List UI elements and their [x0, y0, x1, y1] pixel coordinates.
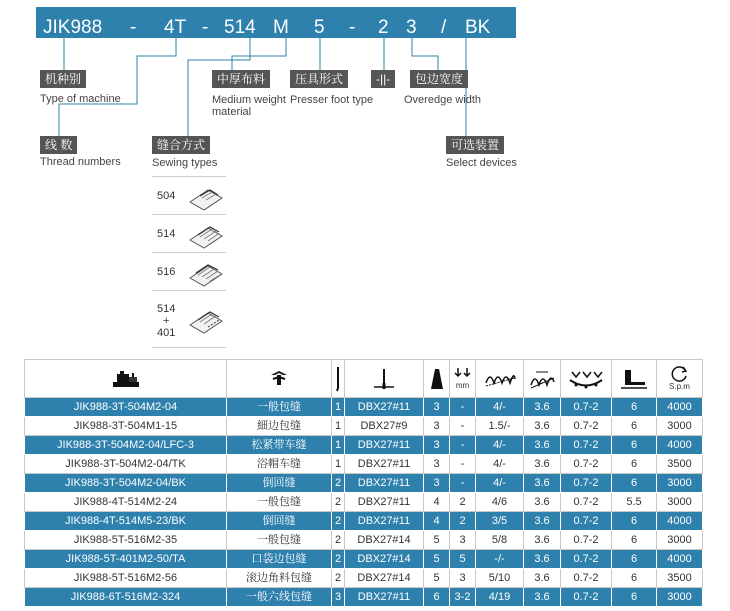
cell-model: JIK988-4T-514M2-24	[25, 493, 227, 512]
cell-threads: 5	[424, 569, 450, 588]
cell-diff: 3.6	[524, 455, 561, 474]
machine-icon	[111, 369, 141, 389]
cell-width: 5	[450, 550, 476, 569]
cell-width: 3	[450, 531, 476, 550]
header-machine	[25, 360, 227, 398]
cell-threads: 4	[424, 512, 450, 531]
tag-medium-weight: 中厚布料	[212, 70, 270, 88]
cell-needles: 3	[332, 588, 345, 607]
cell-model: JIK988-5T-401M2-50/TA	[25, 550, 227, 569]
code-material: M	[273, 17, 289, 38]
cell-speed: 4000	[657, 398, 703, 417]
cell-ratio: 0.7-2	[561, 531, 612, 550]
cell-ratio: 0.7-2	[561, 493, 612, 512]
cell-needles: 2	[332, 550, 345, 569]
speed-icon	[671, 366, 689, 382]
cell-threads: 6	[424, 588, 450, 607]
cell-speed: 3000	[657, 531, 703, 550]
cell-width: 2	[450, 512, 476, 531]
cell-ratio: 0.7-2	[561, 474, 612, 493]
cell-needle-type: DBX27#11	[345, 474, 424, 493]
sewing-type-code: 516	[157, 266, 176, 278]
code-device: BK	[465, 17, 491, 38]
cell-model: JIK988-3T-504M2-04/LFC-3	[25, 436, 227, 455]
cell-diff: 3.6	[524, 398, 561, 417]
cell-diff: 3.6	[524, 588, 561, 607]
sewing-type-code: 514 + 401	[157, 303, 176, 339]
cell-ratio: 0.7-2	[561, 512, 612, 531]
spec-table	[24, 359, 703, 607]
cell-lift: 6	[612, 588, 657, 607]
cell-diff: 3.6	[524, 531, 561, 550]
code-overedge: 2	[378, 17, 389, 38]
cell-threads: 3	[424, 417, 450, 436]
cell-speed: 3000	[657, 474, 703, 493]
cell-length: 4/-	[476, 398, 524, 417]
cell-lift: 6	[612, 474, 657, 493]
cell-length: 5/10	[476, 569, 524, 588]
cell-length: 4/-	[476, 455, 524, 474]
cell-model: JIK988-5T-516M2-56	[25, 569, 227, 588]
cell-needle-type: DBX27#14	[345, 569, 424, 588]
tag-sewing-types: 缝合方式	[152, 136, 210, 154]
header-stitch-width	[450, 360, 476, 398]
header-ratio	[561, 360, 612, 398]
presser-lift-icon	[619, 368, 649, 390]
cell-lift: 6	[612, 436, 657, 455]
label-material: material	[212, 106, 252, 118]
cell-lift: 6	[612, 417, 657, 436]
cell-needle-type: DBX27#11	[345, 398, 424, 417]
cell-width: -	[450, 417, 476, 436]
cell-model: JIK988-6T-516M2-324	[25, 588, 227, 607]
cell-lift: 6	[612, 569, 657, 588]
table-row	[25, 512, 703, 531]
cell-use: 一般包缝	[227, 398, 332, 417]
code-sewing-type: 514	[224, 17, 256, 38]
sewing-type-504	[152, 176, 226, 215]
code-machine: JIK988	[43, 17, 103, 38]
tag-overedge: 包边宽度	[410, 70, 468, 88]
table-row	[25, 436, 703, 455]
cell-width: 3	[450, 569, 476, 588]
sewing-type-516	[152, 252, 226, 291]
cell-diff: 3.6	[524, 550, 561, 569]
cell-needle-type: DBX27#14	[345, 531, 424, 550]
cell-width: 2	[450, 493, 476, 512]
table-row	[25, 474, 703, 493]
header-needle	[332, 360, 345, 398]
cell-speed: 3000	[657, 417, 703, 436]
cell-needle-type: DBX27#9	[345, 417, 424, 436]
label-medium-weight: Medium weight	[212, 94, 286, 106]
cell-lift: 5.5	[612, 493, 657, 512]
cell-use: 細边包缝	[227, 417, 332, 436]
code-overedge-2: 3	[406, 17, 417, 38]
table-header-row	[25, 360, 703, 398]
cell-needles: 2	[332, 512, 345, 531]
cell-model: JIK988-3T-504M2-04/BK	[25, 474, 227, 493]
cell-threads: 5	[424, 550, 450, 569]
label-thread-numbers: Thread numbers	[40, 156, 121, 168]
cell-use: 一般包缝	[227, 493, 332, 512]
cell-model: JIK988-4T-514M5-23/BK	[25, 512, 227, 531]
cell-ratio: 0.7-2	[561, 569, 612, 588]
stitch-514-icon	[188, 218, 224, 250]
label-sewing-types: Sewing types	[152, 157, 218, 169]
cell-length: 4/19	[476, 588, 524, 607]
cell-length: -/-	[476, 550, 524, 569]
cell-use: 浴帽车缝	[227, 455, 332, 474]
cell-length: 4/-	[476, 474, 524, 493]
sewing-type-514	[152, 214, 226, 253]
code-presser: 5	[314, 17, 325, 38]
cell-threads: 3	[424, 398, 450, 417]
code-dash: -	[349, 17, 356, 38]
table-row	[25, 493, 703, 512]
tag-dash-mark: -||-	[371, 70, 395, 88]
cell-ratio: 0.7-2	[561, 436, 612, 455]
stitch-516-icon	[188, 256, 224, 288]
cell-diff: 3.6	[524, 417, 561, 436]
header-needle-type	[345, 360, 424, 398]
cell-speed: 3000	[657, 588, 703, 607]
tag-select-devices: 可选装置	[446, 136, 504, 154]
table-row	[25, 531, 703, 550]
code-slash: /	[441, 17, 447, 38]
stitch-504-icon	[188, 180, 224, 212]
cell-length: 3/5	[476, 512, 524, 531]
sewing-type-code: 504	[157, 190, 176, 202]
cell-lift: 6	[612, 531, 657, 550]
cell-width: -	[450, 436, 476, 455]
presser-foot-icon	[267, 369, 291, 389]
label-select-devices: Select devices	[446, 157, 517, 169]
cell-diff: 3.6	[524, 512, 561, 531]
cell-needle-type: DBX27#11	[345, 493, 424, 512]
cell-length: 1.5/-	[476, 417, 524, 436]
cell-needles: 2	[332, 569, 345, 588]
cell-speed: 4000	[657, 550, 703, 569]
sewing-type-514-401	[152, 290, 226, 348]
cell-needles: 1	[332, 398, 345, 417]
cell-use: 一般六线包缝	[227, 588, 332, 607]
cell-length: 5/8	[476, 531, 524, 550]
cell-use: 滚边角料包缝	[227, 569, 332, 588]
cell-ratio: 0.7-2	[561, 588, 612, 607]
needle-type-icon	[371, 368, 397, 390]
cell-needles: 2	[332, 493, 345, 512]
cell-lift: 6	[612, 550, 657, 569]
cell-needles: 1	[332, 455, 345, 474]
cell-use: 松紧带车缝	[227, 436, 332, 455]
feed-ratio-icon	[568, 369, 604, 389]
header-stitch-length	[476, 360, 524, 398]
stitch-length-icon	[484, 369, 516, 389]
cell-needles: 1	[332, 417, 345, 436]
cell-ratio: 0.7-2	[561, 398, 612, 417]
cell-use: 一般包缝	[227, 531, 332, 550]
cell-model: JIK988-3T-504M2-04	[25, 398, 227, 417]
cell-needle-type: DBX27#11	[345, 455, 424, 474]
stitch-514-401-icon	[188, 303, 224, 335]
label-type-of-machine: Type of machine	[40, 93, 121, 105]
cell-needle-type: DBX27#11	[345, 436, 424, 455]
cell-model: JIK988-5T-516M2-35	[25, 531, 227, 550]
cell-threads: 3	[424, 455, 450, 474]
cell-diff: 3.6	[524, 569, 561, 588]
header-speed	[657, 360, 703, 398]
code-threads: 4T	[164, 17, 187, 38]
tag-thread-numbers: 线 数	[40, 136, 77, 154]
cell-width: -	[450, 455, 476, 474]
cell-width: -	[450, 474, 476, 493]
thread-cone-icon	[430, 367, 444, 391]
cell-ratio: 0.7-2	[561, 417, 612, 436]
header-threads	[424, 360, 450, 398]
cell-speed: 3500	[657, 455, 703, 474]
cell-needle-type: DBX27#11	[345, 512, 424, 531]
cell-diff: 3.6	[524, 436, 561, 455]
stitch-width-unit: mm	[455, 381, 470, 390]
stitch-width-icon	[454, 367, 472, 381]
header-differential	[524, 360, 561, 398]
code-dash: -	[130, 17, 137, 38]
cell-width: -	[450, 398, 476, 417]
cell-threads: 3	[424, 436, 450, 455]
sewing-type-code: 514	[157, 228, 176, 240]
cell-threads: 3	[424, 474, 450, 493]
differential-ratio-icon	[528, 368, 556, 390]
speed-label: S.p.m	[669, 382, 690, 391]
cell-use: 口袋边包缝	[227, 550, 332, 569]
cell-threads: 4	[424, 493, 450, 512]
table-row	[25, 398, 703, 417]
cell-ratio: 0.7-2	[561, 550, 612, 569]
header-presser-lift	[612, 360, 657, 398]
cell-width: 3-2	[450, 588, 476, 607]
cell-speed: 4000	[657, 436, 703, 455]
label-presser-foot: Presser foot type	[290, 94, 374, 106]
cell-diff: 3.6	[524, 493, 561, 512]
cell-diff: 3.6	[524, 474, 561, 493]
cell-ratio: 0.7-2	[561, 455, 612, 474]
label-overedge: Overedge width	[404, 94, 482, 106]
needle-icon	[335, 366, 341, 392]
cell-speed: 3000	[657, 493, 703, 512]
cell-lift: 6	[612, 512, 657, 531]
header-presser-foot	[227, 360, 332, 398]
table-row	[25, 417, 703, 436]
table-row	[25, 569, 703, 588]
cell-model: JIK988-3T-504M2-04/TK	[25, 455, 227, 474]
cell-needle-type: DBX27#11	[345, 588, 424, 607]
cell-needles: 2	[332, 531, 345, 550]
cell-threads: 5	[424, 531, 450, 550]
tag-presser-foot: 压具形式	[290, 70, 348, 88]
cell-use: 倒回缝	[227, 474, 332, 493]
table-row	[25, 588, 703, 607]
cell-needles: 2	[332, 474, 345, 493]
cell-speed: 3500	[657, 569, 703, 588]
tag-type-of-machine: 机种别	[40, 70, 86, 88]
cell-needles: 1	[332, 436, 345, 455]
cell-model: JIK988-3T-504M1-15	[25, 417, 227, 436]
cell-length: 4/6	[476, 493, 524, 512]
cell-lift: 6	[612, 455, 657, 474]
cell-needle-type: DBX27#14	[345, 550, 424, 569]
cell-use: 倒回缝	[227, 512, 332, 531]
table-row	[25, 455, 703, 474]
cell-lift: 6	[612, 398, 657, 417]
cell-speed: 4000	[657, 512, 703, 531]
table-row	[25, 550, 703, 569]
cell-length: 4/-	[476, 436, 524, 455]
code-dash: -	[202, 17, 209, 38]
